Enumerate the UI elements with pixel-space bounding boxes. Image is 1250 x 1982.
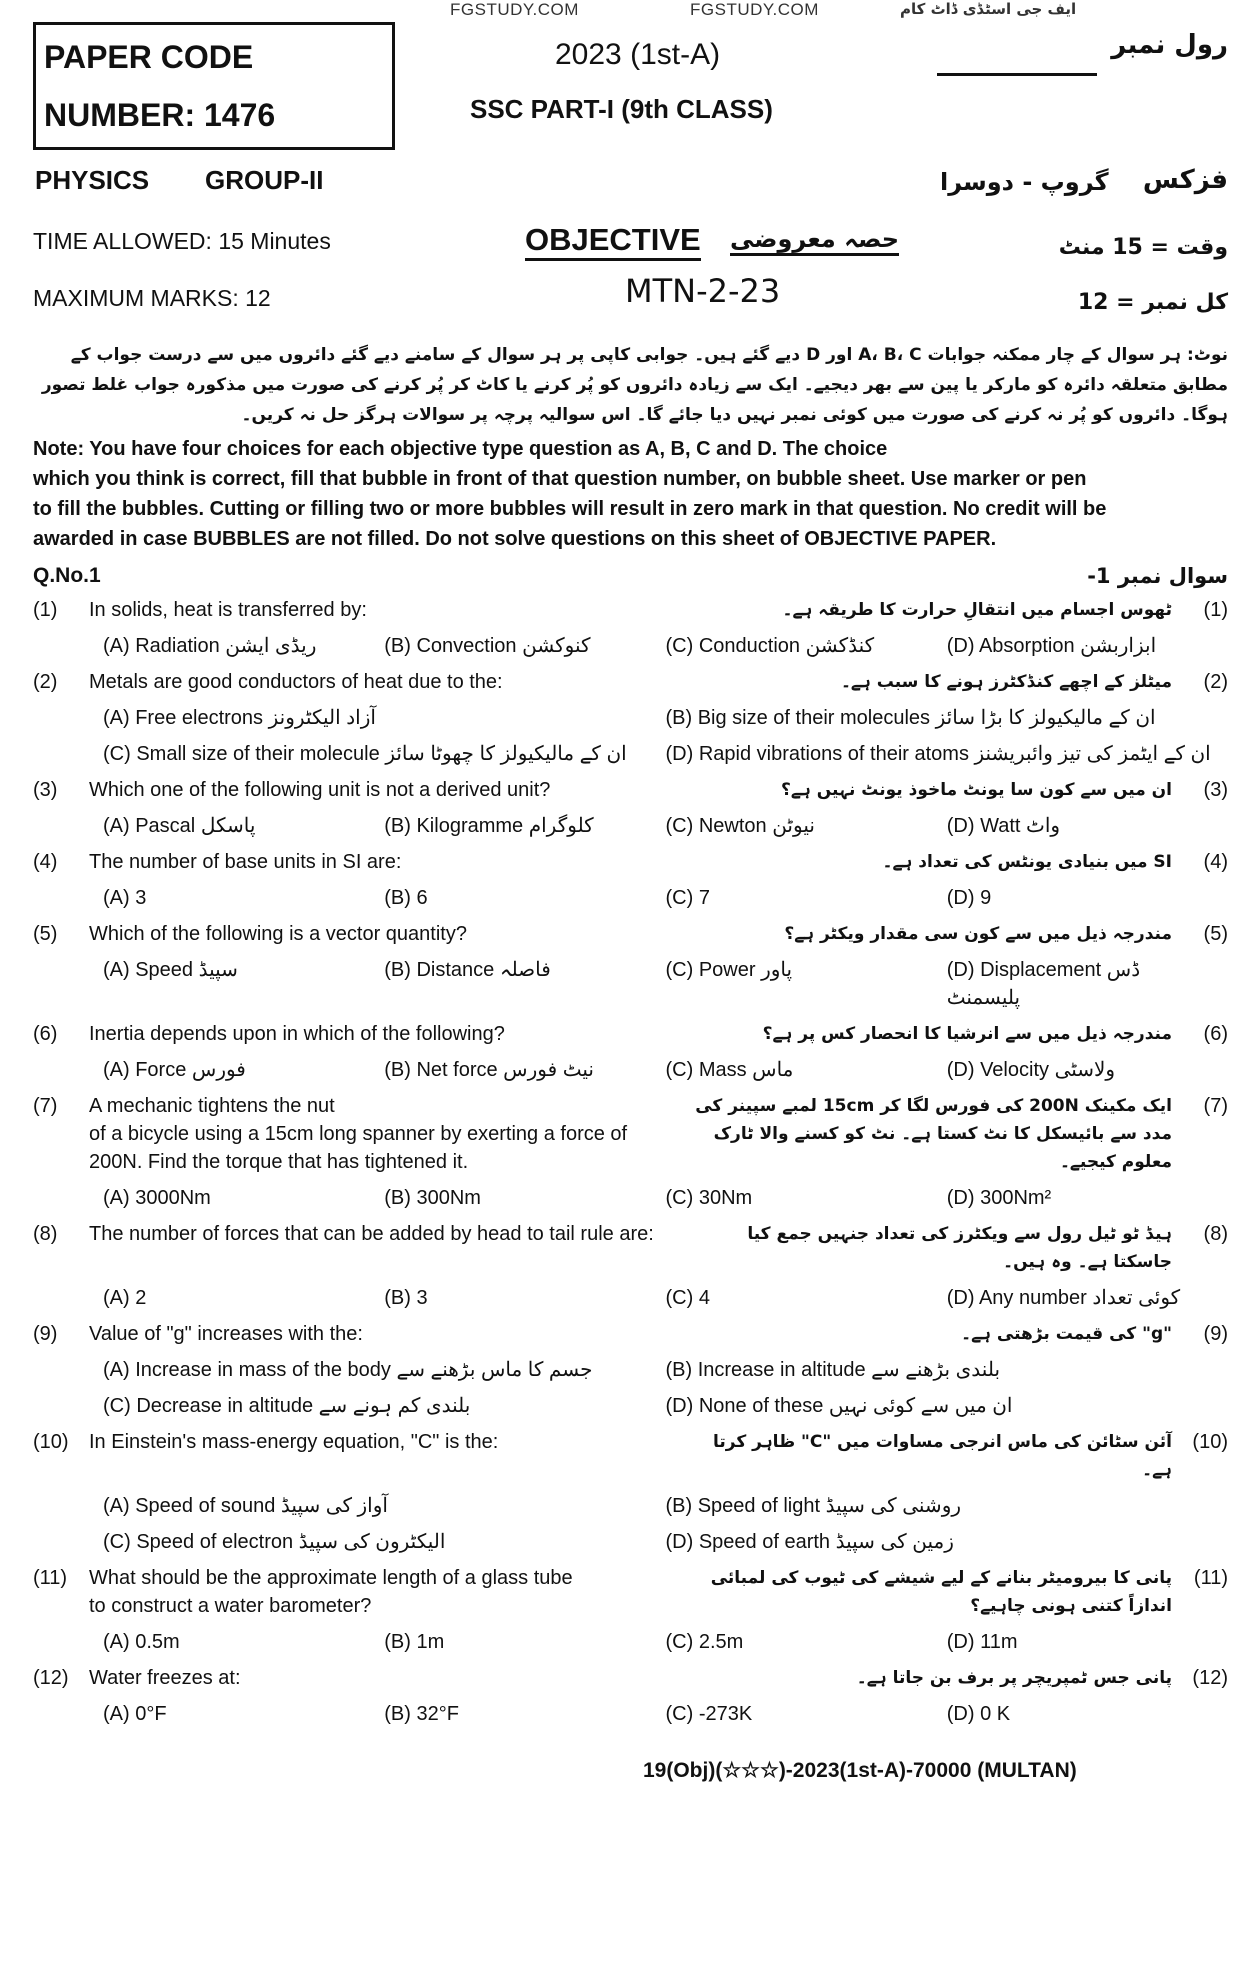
answer-option[interactable]: (D) 0 K	[946, 1703, 1011, 1725]
answer-option[interactable]: (C) Speed of electron الیکٹرون کی سپیڈ	[103, 1531, 446, 1553]
subject: PHYSICS	[35, 165, 150, 195]
objective-urdu: حصہ معروضی	[730, 225, 899, 256]
options-row	[33, 1284, 1228, 1312]
question-text-urdu: ایک مکینک 200N کی فورس لگا کر 15cm لمبے سپینر کی مدد سے بائیسکل کا نٹ کستا ہے۔ نٹ کو کسنے والا ٹارک معلوم کیجیے۔	[695, 1096, 1172, 1172]
answer-option[interactable]: (A) 0°F	[103, 1703, 167, 1725]
question-text-urdu: "g" کی قیمت بڑھتی ہے۔	[961, 1324, 1172, 1344]
answer-option[interactable]: (D) Rapid vibrations of their atoms ان کے ایٹمز کی تیز وائبریشنز	[665, 743, 1211, 765]
note-english	[33, 434, 1228, 554]
watermark-text-urdu: ایف جی اسٹڈی ڈاٹ کام	[900, 0, 1077, 18]
question-number: (9)	[33, 1323, 58, 1345]
question-text-block	[89, 1428, 671, 1456]
answer-option[interactable]: (B) 6	[384, 887, 428, 909]
answer-option[interactable]: (A) Radiation ریڈی ایشن	[103, 635, 317, 657]
answer-option[interactable]: (D) 300Nm²	[946, 1187, 1052, 1209]
subject-urdu: فزکس	[1142, 165, 1228, 195]
question-text-block	[89, 596, 671, 624]
question-number-urdu: (10)	[1192, 1431, 1228, 1453]
paper-number: NUMBER: 1476	[44, 97, 276, 133]
question-number-urdu: (1)	[1203, 599, 1228, 621]
answer-option[interactable]: (D) 9	[946, 887, 992, 909]
question-number: (3)	[33, 779, 58, 801]
note-line-4: awarded in case BUBBLES are not filled. Do not solve questions on this sheet of OBJECTIVE PAPER.	[33, 528, 997, 550]
answer-option[interactable]: (B) Increase in altitude بلندی بڑھنے سے	[665, 1359, 1001, 1381]
answer-option[interactable]: (A) 2	[103, 1287, 147, 1309]
question-number: (8)	[33, 1223, 58, 1245]
options-row	[33, 632, 1228, 660]
question-text: of a bicycle using a 15cm long spanner by exerting a force of 200N. Find the torque that has tightened it.	[89, 1123, 628, 1173]
answer-option[interactable]: (B) Kilogramme کلوگرام	[384, 815, 594, 837]
time-allowed: TIME ALLOWED: 15 Minutes	[33, 228, 331, 254]
question-item	[33, 1220, 1228, 1312]
question-number-urdu: (4)	[1203, 851, 1228, 873]
group: GROUP-II	[205, 165, 324, 195]
answer-option[interactable]: (C) Conduction کنڈکشن	[665, 635, 875, 657]
answer-option[interactable]: (C) 4	[665, 1287, 710, 1309]
answer-option[interactable]: (D) None of these ان میں سے کوئی نہیں	[665, 1395, 1013, 1417]
question-number-urdu: (11)	[1193, 1567, 1228, 1589]
answer-option[interactable]: (B) 3	[384, 1287, 428, 1309]
options-row	[33, 956, 1228, 1012]
question-text: What should be the approximate length of a glass tube	[89, 1567, 573, 1589]
question-number-heading-urdu: سوال نمبر 1-	[1087, 564, 1228, 588]
question-item	[33, 1092, 1228, 1212]
options-row	[33, 1528, 1228, 1556]
options-row	[33, 1184, 1228, 1212]
note-urdu-3: سوالات ہرگز حل نہ کریں۔	[241, 405, 466, 425]
question-row	[33, 848, 1228, 876]
answer-option[interactable]: (A) Force فورس	[103, 1059, 246, 1081]
note-urdu-2: دیجیے۔ ایک سے زیادہ دائروں کو پُر کرنے یا کاٹ کر پُر کرنے کی صورت میں مذکورہ جواب غلط تصور ہوگا۔ دائروں کو پُر نہ کرنے کی صورت میں کوئی نمبر نہیں دیا جائے گا۔ اس سوالیہ پرچہ پر	[41, 375, 1228, 425]
answer-option[interactable]: (D) Watt واٹ	[946, 815, 1061, 837]
question-item	[33, 1564, 1228, 1656]
question-number-heading: Q.No.1	[33, 564, 101, 587]
options-row	[33, 704, 1228, 732]
options-row	[33, 1056, 1228, 1084]
question-number: (10)	[33, 1431, 69, 1453]
group-urdu: گروپ - دوسرا	[940, 168, 1109, 196]
answer-option[interactable]: (A) 0.5m	[103, 1631, 180, 1653]
question-text: The number of forces that can be added by head to tail rule are:	[89, 1223, 654, 1245]
objective-title: OBJECTIVE	[525, 222, 701, 261]
question-item	[33, 1320, 1228, 1420]
question-item	[33, 776, 1228, 840]
answer-option[interactable]: (A) Free electrons آزاد الیکٹرونز	[103, 707, 376, 729]
answer-option[interactable]: (D) Displacement ڈس پلیسمنٹ	[946, 959, 1141, 1009]
answer-option[interactable]: (C) 30Nm	[665, 1187, 753, 1209]
question-text-block	[89, 848, 671, 876]
answer-option[interactable]: (B) 1m	[384, 1631, 445, 1653]
roll-no-line	[937, 73, 1097, 76]
question-text-urdu: میٹلز کے اچھے کنڈکٹرز ہونے کا سبب ہے۔	[840, 672, 1172, 692]
answer-option[interactable]: (B) Convection کنوکشن	[384, 635, 591, 657]
footer-code: 19(Obj)(☆☆☆)-2023(1st-A)-70000 (MULTAN)	[643, 1759, 1077, 1782]
options-row	[33, 1628, 1228, 1656]
question-row	[33, 1092, 1228, 1176]
question-text-urdu: پانی جس ٹمپریچر پر برف بن جاتا ہے۔	[856, 1668, 1172, 1688]
question-text: In Einstein's mass-energy equation, "C" is the:	[89, 1431, 499, 1453]
answer-option[interactable]: (C) 2.5m	[665, 1631, 744, 1653]
question-row	[33, 1220, 1228, 1276]
answer-option[interactable]: (D) 11m	[946, 1631, 1018, 1653]
question-text: The number of base units in SI are:	[89, 851, 402, 873]
paper-code-label: PAPER CODE	[44, 39, 254, 75]
question-number: (7)	[33, 1095, 58, 1117]
question-row	[33, 776, 1228, 804]
question-text-urdu: ان میں سے کون سا یونٹ ماخوذ یونٹ نہیں ہے؟	[781, 780, 1172, 800]
answer-option[interactable]: (A) Pascal پاسکل	[103, 815, 256, 837]
question-text-block	[89, 1092, 671, 1176]
answer-option[interactable]: (D) Any number کوئی تعداد	[946, 1287, 1181, 1309]
answer-option[interactable]: (A) Speed of sound آواز کی سپیڈ	[103, 1495, 388, 1517]
question-item	[33, 920, 1228, 1012]
answer-option[interactable]: (B) 300Nm	[384, 1187, 481, 1209]
question-number-urdu: (3)	[1203, 779, 1228, 801]
answer-option[interactable]: (C) Mass ماس	[665, 1059, 794, 1081]
answer-option[interactable]: (D) Speed of earth زمین کی سپیڈ	[665, 1531, 954, 1553]
question-text: Water freezes at:	[89, 1667, 241, 1689]
question-number: (6)	[33, 1023, 58, 1045]
options-row	[33, 1492, 1228, 1520]
question-number: (11)	[33, 1567, 68, 1589]
question-text-urdu: پانی کا بیرومیٹر بنانے کے لیے شیشے کی ٹیوب کی لمبائی اندازاً کتنی ہونی چاہیے؟	[710, 1568, 1172, 1616]
question-item	[33, 1020, 1228, 1084]
question-text-block	[89, 668, 671, 696]
question-row	[33, 668, 1228, 696]
note-line-3: to fill the bubbles. Cutting or filling two or more bubbles will result in zero mark in that question. No credit will be	[33, 498, 1107, 520]
question-text-urdu: مندرجہ ذیل میں سے انرشیا کا انحصار کس پر ہے؟	[762, 1024, 1172, 1044]
question-row	[33, 1428, 1228, 1484]
answer-option[interactable]: (B) Net force نیٹ فورس	[384, 1059, 594, 1081]
question-text-block	[89, 776, 671, 804]
question-text-block	[89, 1564, 671, 1620]
answer-option[interactable]: (A) 3000Nm	[103, 1187, 211, 1209]
question-text-urdu: مندرجہ ذیل میں سے کون سی مقدار ویکٹر ہے؟	[784, 924, 1172, 944]
question-text-urdu: آئن سٹائن کی ماس انرجی مساوات میں "C" ظاہر کرتا ہے۔	[713, 1432, 1172, 1480]
watermark-text: FGSTUDY.COM	[690, 0, 819, 19]
answer-option[interactable]: (C) 7	[665, 887, 710, 909]
question-text: A mechanic tightens the nut	[89, 1095, 335, 1117]
marks-urdu: کل نمبر = 12	[1077, 290, 1228, 315]
options-row	[33, 1356, 1228, 1384]
answer-option[interactable]: (C) -273K	[665, 1703, 753, 1725]
question-row	[33, 1664, 1228, 1692]
note-line-1: Note: You have four choices for each objective type question as A, B, C and D. The choice	[33, 438, 888, 460]
answer-option[interactable]: (C) Power پاور	[665, 959, 793, 981]
answer-option[interactable]: (C) Small size of their molecule ان کے مالیکیولز کا چھوٹا سائز	[103, 743, 627, 765]
question-paper-body	[0, 340, 1250, 1783]
question-row	[33, 920, 1228, 948]
question-number-urdu: (8)	[1203, 1223, 1228, 1245]
answer-option[interactable]: (C) Decrease in altitude بلندی کم ہونے سے	[103, 1395, 471, 1417]
question-heading-row	[33, 564, 1228, 588]
options-row	[33, 740, 1228, 768]
question-text-urdu: SI میں بنیادی یونٹس کی تعداد ہے۔	[882, 852, 1172, 872]
question-text-block	[89, 1320, 671, 1348]
watermark-text: FGSTUDY.COM	[450, 0, 579, 19]
question-item	[33, 848, 1228, 912]
answer-option[interactable]: (C) Newton نیوٹن	[665, 815, 815, 837]
question-number: (5)	[33, 923, 58, 945]
question-text: Value of "g" increases with the:	[89, 1323, 363, 1345]
question-number: (2)	[33, 671, 58, 693]
question-number-urdu: (2)	[1203, 671, 1228, 693]
question-number: (4)	[33, 851, 58, 873]
roll-no-label: رول نمبر	[1111, 30, 1228, 60]
exam-year: 2023 (1st-A)	[555, 38, 721, 71]
question-text-block	[89, 920, 671, 948]
question-item	[33, 1664, 1228, 1728]
question-number: (1)	[33, 599, 58, 621]
question-list	[33, 596, 1228, 1728]
question-text-urdu: ٹھوس اجسام میں انتقالِ حرارت کا طریقہ ہے۔	[782, 600, 1172, 620]
question-row	[33, 1564, 1228, 1620]
options-row	[33, 1700, 1228, 1728]
answer-option[interactable]: (B) 32°F	[384, 1703, 459, 1725]
question-item	[33, 596, 1228, 660]
question-row	[33, 1020, 1228, 1048]
question-item	[33, 668, 1228, 768]
answer-option[interactable]: (D) Velocity ولاسٹی	[946, 1059, 1116, 1081]
question-text: to construct a water barometer?	[89, 1595, 372, 1617]
question-row	[33, 596, 1228, 624]
question-text: Metals are good conductors of heat due to the:	[89, 671, 503, 693]
question-text: In solids, heat is transferred by:	[89, 599, 367, 621]
answer-option[interactable]: (A) Increase in mass of the body جسم کا ماس بڑھنے سے	[103, 1359, 593, 1381]
question-text-block	[89, 1220, 671, 1248]
question-text: Which of the following is a vector quantity?	[89, 923, 467, 945]
question-text-block	[89, 1020, 671, 1048]
question-row	[33, 1320, 1228, 1348]
question-text-block	[89, 1664, 671, 1692]
question-text: Inertia depends upon in which of the following?	[89, 1023, 505, 1045]
options-row	[33, 812, 1228, 840]
question-number-urdu: (6)	[1203, 1023, 1228, 1045]
answer-option[interactable]: (B) Distance فاصلہ	[384, 959, 551, 981]
note-urdu	[33, 340, 1228, 430]
question-text-urdu: ہیڈ ٹو ٹیل رول سے ویکٹرز کی تعداد جنہیں جمع کیا جاسکتا ہے۔ وہ ہیں۔	[747, 1224, 1172, 1272]
handwritten-code: MTN-2-23	[625, 272, 781, 310]
answer-option[interactable]: (A) 3	[103, 887, 147, 909]
note-line-2: which you think is correct, fill that bubble in front of that question number, on bubble sheet. Use marker or pen	[33, 468, 1087, 490]
class-title: SSC PART-I (9th CLASS)	[470, 94, 773, 124]
question-number-urdu: (9)	[1203, 1323, 1228, 1345]
options-row	[33, 884, 1228, 912]
note-urdu-1: نوٹ: ہر سوال کے چار ممکنہ جوابات A، B، C اور D دیے گئے ہیں۔ جوابی کاپی پر ہر سوال کے سامنے دیے گئے دائروں میں سے درست جواب کے مطابق متعلقہ دائرہ کو مارکر یا پین سے بھر	[70, 345, 1228, 395]
question-number-urdu: (7)	[1203, 1095, 1228, 1117]
answer-option[interactable]: (A) Speed سپیڈ	[103, 959, 238, 981]
paper-code-box	[33, 22, 395, 150]
answer-option[interactable]: (B) Big size of their molecules ان کے مالیکیولز کا بڑا سائز	[665, 707, 1156, 729]
question-item	[33, 1428, 1228, 1556]
question-number-urdu: (5)	[1203, 923, 1228, 945]
maximum-marks: MAXIMUM MARKS: 12	[33, 285, 271, 311]
answer-option[interactable]: (D) Absorption ابزاربشن	[946, 635, 1157, 657]
answer-option[interactable]: (B) Speed of light روشنی کی سپیڈ	[665, 1495, 962, 1517]
question-number-urdu: (12)	[1192, 1667, 1228, 1689]
question-number: (12)	[33, 1667, 69, 1689]
options-row	[33, 1392, 1228, 1420]
time-urdu: وقت = 15 منٹ	[1058, 235, 1228, 260]
question-text: Which one of the following unit is not a derived unit?	[89, 779, 551, 801]
